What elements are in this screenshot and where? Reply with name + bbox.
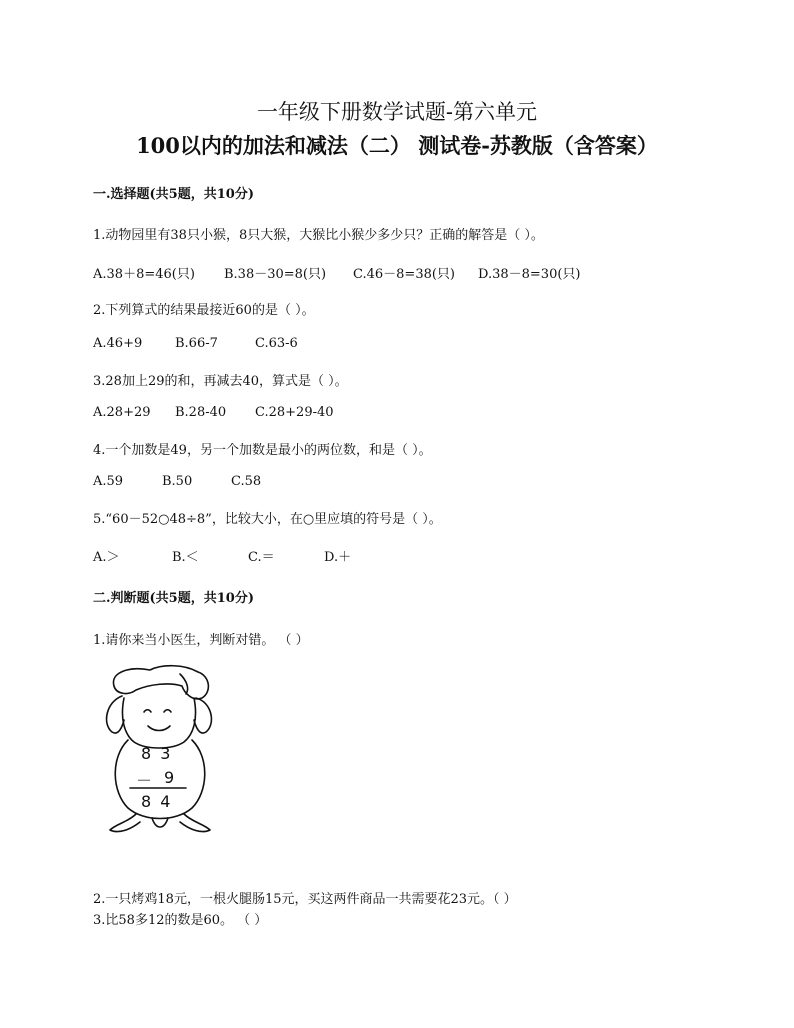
question-2-text: 2.下列算式的结果最接近60的是（ ）。 <box>93 303 315 318</box>
q4-option-a: A.59 <box>93 474 124 489</box>
judgement-2-text: 2.一只烤鸡18元，一根火腿肠15元，买这两件商品一共需要花23元。（ ） <box>93 892 517 907</box>
question-3-text: 3.28加上29的和，再减去40，算式是（ ）。 <box>93 374 348 389</box>
q1-option-b: B.38－30=8(只) <box>224 267 327 282</box>
q3-option-b: B.28-40 <box>175 405 227 420</box>
q1-option-d: D.38－8=30(只) <box>478 267 581 282</box>
question-5-text: 5.“60－52○48÷8”，比较大小，在○里应填的符号是（ ）。 <box>93 512 442 527</box>
section-heading-judgement: 二.判断题(共5题，共10分) <box>93 591 254 606</box>
q4-option-b: B.50 <box>162 474 193 489</box>
question-1-text: 1.动物园里有38只小猴，8只大猴，大猴比小猴少多少只？正确的解答是（ ）。 <box>93 228 544 243</box>
doc-title-line2: 100以内的加法和减法（二） 测试卷-苏教版（含答案） <box>136 133 658 158</box>
q5-option-d: D.＋ <box>324 550 352 565</box>
q5-option-c: C.＝ <box>248 550 275 565</box>
q2-option-a: A.46+9 <box>93 336 143 351</box>
q1-option-a: A.38＋8=46(只) <box>93 267 195 282</box>
doc-title-line1: 一年级下册数学试题-第六单元 <box>256 100 538 124</box>
q2-option-c: C.63-6 <box>255 336 298 351</box>
q5-option-b: B.＜ <box>172 550 199 565</box>
judgement-1-text: 1.请你来当小医生，判断对错。 （ ） <box>93 633 309 648</box>
figure-result: 8 4 <box>141 792 173 811</box>
section-heading-choice: 一.选择题(共5题，共10分) <box>93 187 254 202</box>
q4-option-c: C.58 <box>231 474 262 489</box>
figure-subtrahend: 9 <box>164 768 175 787</box>
figure-top-number: 8 3 <box>141 744 173 763</box>
judgement-3-text: 3.比58多12的数是60。 （ ） <box>93 913 268 928</box>
figure-minus-sign: － <box>136 771 153 790</box>
q5-option-a: A.＞ <box>93 550 120 565</box>
q1-option-c: C.46－8=38(只) <box>353 267 456 282</box>
question-4-text: 4.一个加数是49，另一个加数是最小的两位数，和是（ ）。 <box>93 443 432 458</box>
q2-option-b: B.66-7 <box>175 336 218 351</box>
q3-option-a: A.28+29 <box>93 405 151 420</box>
q3-option-c: C.28+29-40 <box>255 405 334 420</box>
